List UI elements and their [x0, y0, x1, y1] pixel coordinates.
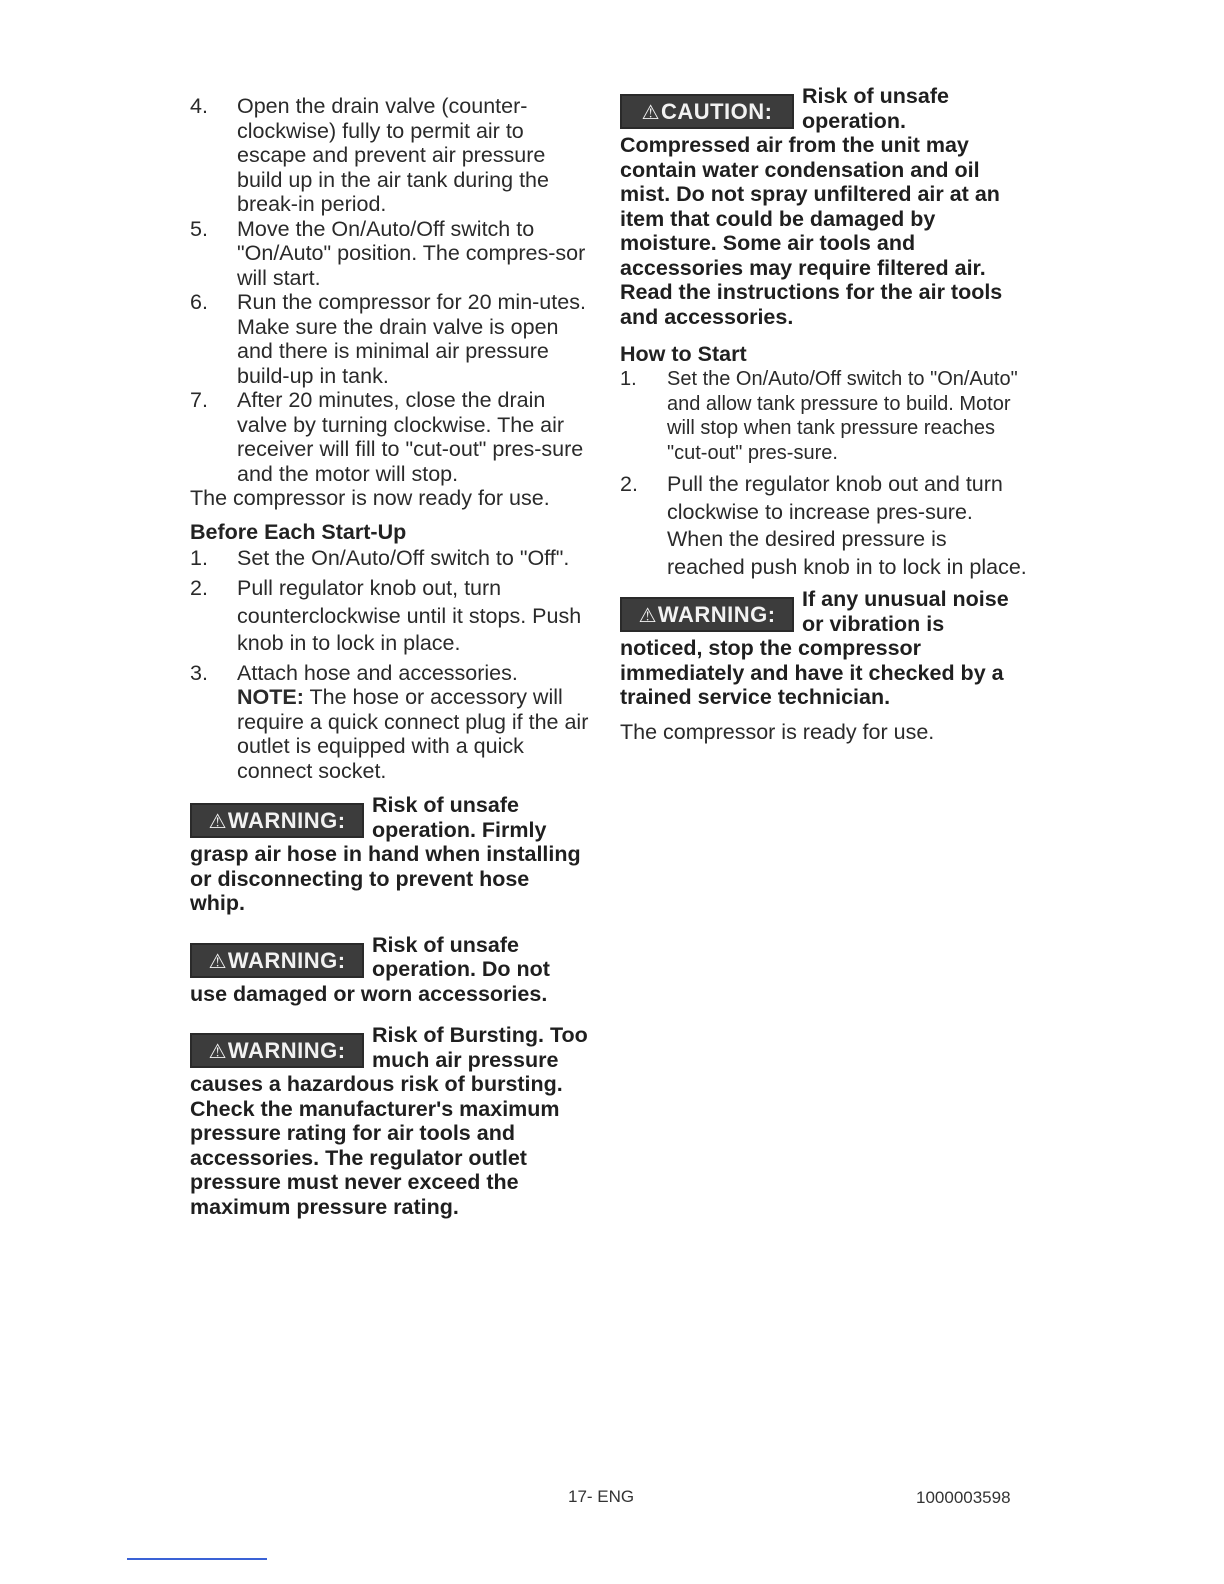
step-number: 1. [620, 368, 637, 390]
step-number: 5. [190, 216, 208, 241]
step-number: 3. [190, 660, 208, 685]
alert-triangle-icon: ⚠ [208, 950, 227, 973]
list-item [190, 388, 590, 486]
list-item [190, 217, 590, 291]
step-number: 2. [190, 576, 208, 600]
list-item [190, 575, 590, 658]
warning-badge [190, 803, 364, 838]
step-number: 1. [190, 545, 208, 570]
note-label: NOTE: [237, 685, 304, 709]
alert-triangle-icon: ⚠ [208, 1041, 227, 1063]
ready-text: The compressor is ready for use. [620, 719, 935, 744]
how-to-start-steps [620, 367, 1030, 581]
badge-label: WARNING: [227, 808, 346, 833]
list-item [620, 367, 1030, 465]
step-text: Set the On/Auto/Off switch to "On/Auto" and allow tank pressure to build. Motor will stop when tank pressure reaches "cut-out" pres-sure. [667, 368, 1018, 464]
footer-rule [127, 1558, 267, 1560]
warning-text: Risk of unsafe operation. Do not use damaged or worn accessories. [190, 932, 550, 1006]
list-item [190, 94, 590, 217]
list-item [190, 661, 590, 784]
section-heading: Before Each Start-Up [190, 519, 407, 544]
step-text: Attach hose and accessories. [237, 660, 518, 685]
warning-badge [620, 597, 794, 632]
step-text: After 20 minutes, close the drain valve by turning clockwise. The air receiver will fill to "cut-out" pres-sure and the motor will stop. [237, 388, 584, 486]
step-text: Open the drain valve (counter-clockwise) fully to permit air to escape and prevent air pressure build up in the air tank during the break-in period. [237, 94, 549, 216]
step-number: 7. [190, 388, 208, 412]
document-code: 1000003598 [916, 1488, 1011, 1507]
warning-badge [190, 1033, 364, 1068]
warning-text: Risk of Bursting. Too much air pressure causes a hazardous risk of bursting. Check the manufacturer's maximum pressure rating for air tools and accessories. The regulator outlet pressure must never exceed the maximum pressure rating. [190, 1023, 588, 1219]
alert-triangle-icon: ⚠ [638, 605, 657, 627]
caution-badge [620, 94, 794, 129]
page-number: 17- ENG [568, 1487, 635, 1506]
step-number: 4. [190, 94, 208, 118]
before-start-steps [190, 545, 590, 784]
step-number: 6. [190, 290, 208, 314]
caution-text: Risk of unsafe operation. Compressed air from the unit may contain water condensation and oil mist. Do not spray unfiltered air at an item that could be damaged by moisture. Some air tools and accessories may require filtered air. Read the instructions for the air tools and accessories. [620, 84, 1003, 329]
badge-label: WARNING: [227, 947, 346, 973]
step-text: Pull the regulator knob out and turn clockwise to increase pres-sure. When the desired pressure is reached push knob in to lock in place. [667, 472, 1027, 579]
step-text: Move the On/Auto/Off switch to "On/Auto" position. The compres-sor will start. [237, 216, 586, 290]
badge-label: WARNING: [657, 602, 776, 627]
right-column [620, 84, 1030, 744]
step-number: 2. [620, 472, 638, 496]
warning-text: If any unusual noise or vibration is noticed, stop the compressor immediately and have it checked by a trained service technician. [620, 587, 1009, 709]
warning-notice [190, 933, 590, 1007]
warning-badge [190, 943, 364, 978]
left-column [190, 94, 590, 1219]
note-text: The hose or accessory will require a quick connect plug if the air outlet is equipped with a quick connect socket. [237, 685, 589, 783]
warning-notice [190, 793, 590, 916]
badge-label: CAUTION: [660, 99, 773, 124]
alert-triangle-icon: ⚠ [641, 102, 660, 124]
ready-text: The compressor is now ready for use. [190, 486, 550, 510]
step-text: Set the On/Auto/Off switch to "Off". [237, 545, 570, 570]
list-item [620, 471, 1030, 581]
warning-text: Risk of unsafe operation. Firmly grasp air hose in hand when installing or disconnecting to prevent hose whip. [190, 793, 581, 915]
warning-notice [620, 587, 1030, 710]
caution-notice [620, 84, 1030, 329]
step-text: Pull regulator knob out, turn counterclockwise until it stops. Push knob in to lock in place. [237, 576, 582, 655]
step-text: Run the compressor for 20 min-utes. Make sure the drain valve is open and there is minimal air pressure build-up in tank. [237, 290, 586, 388]
list-item [190, 290, 590, 388]
badge-label: WARNING: [227, 1038, 346, 1063]
alert-triangle-icon: ⚠ [208, 811, 227, 833]
warning-notice [190, 1023, 590, 1219]
list-item [190, 545, 590, 573]
section-heading: How to Start [620, 342, 747, 366]
break-in-steps [190, 94, 590, 486]
